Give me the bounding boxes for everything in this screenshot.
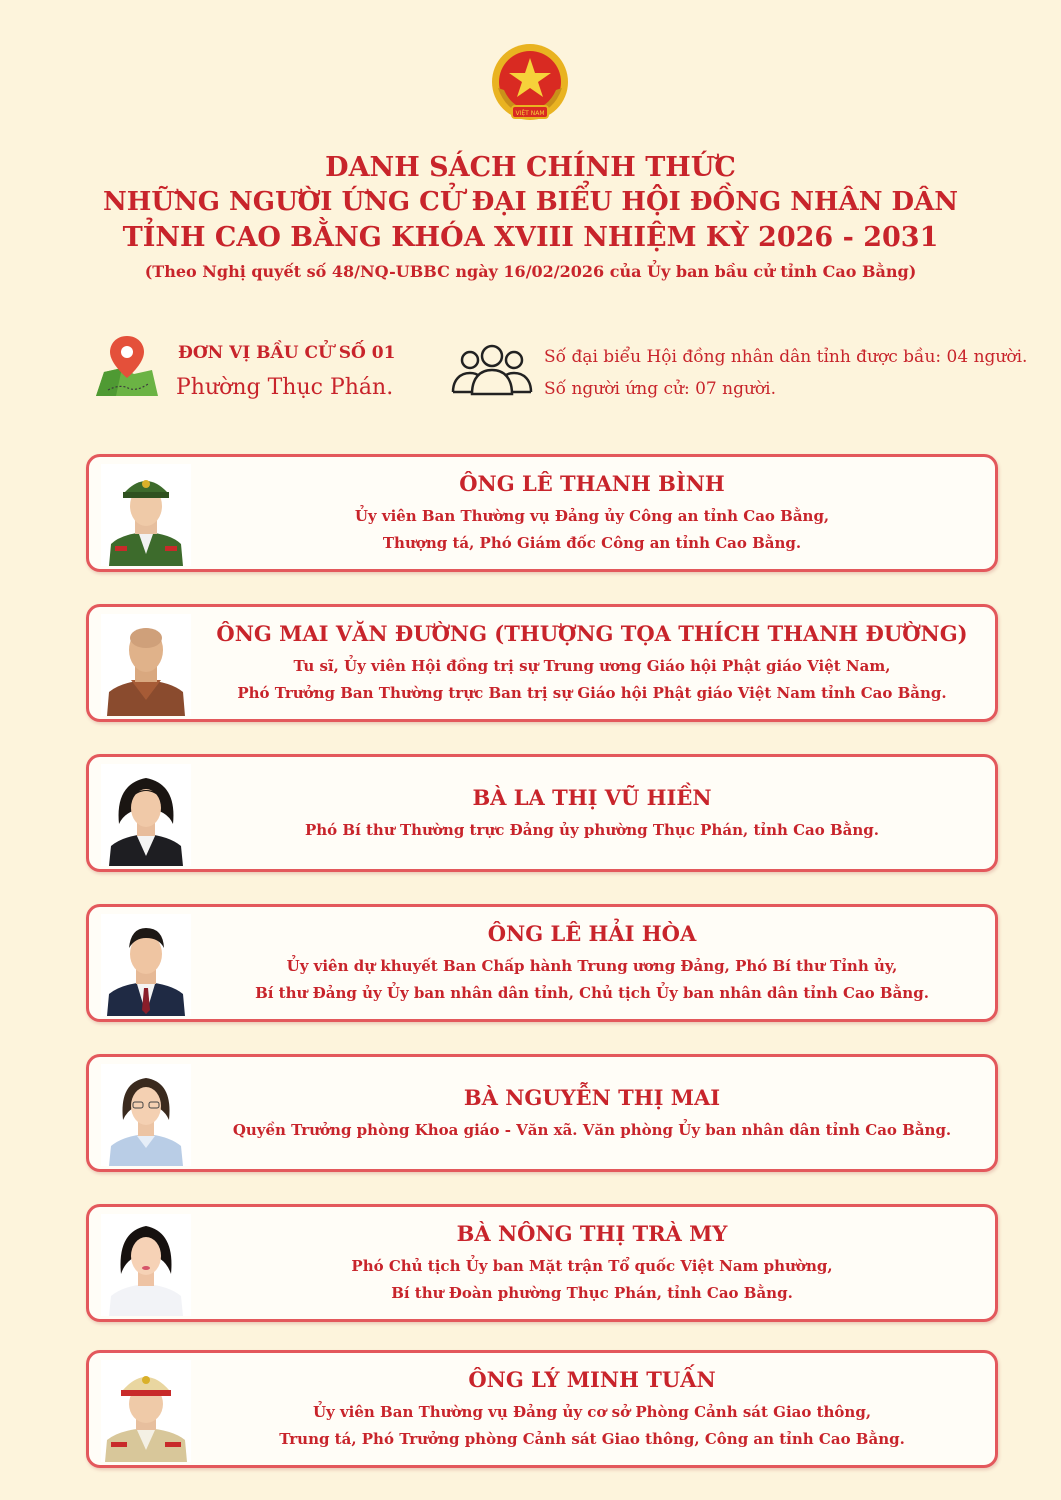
candidate-photo xyxy=(101,614,191,716)
candidate-position-line: Thượng tá, Phó Giám đốc Công an tỉnh Cao Bằng. xyxy=(382,534,802,552)
page-title-line-2: NHỮNG NGƯỜI ỨNG CỬ ĐẠI BIỂU HỘI ĐỒNG NHÂN DÂN xyxy=(102,187,959,217)
candidate-position-line: Ủy viên Ban Thường vụ Đảng ủy Công an tỉnh Cao Bằng, xyxy=(354,507,830,525)
people-group-icon xyxy=(450,342,534,396)
candidate-card xyxy=(86,1350,998,1468)
national-emblem-icon xyxy=(488,42,572,128)
candidate-count-text: Số người ứng cử: 07 người. xyxy=(544,379,776,399)
resolution-subtitle: (Theo Nghị quyết số 48/NQ-UBBC ngày 16/02/2026 của Ủy ban bầu cử tỉnh Cao Bằng) xyxy=(144,262,917,281)
candidate-card xyxy=(86,1054,998,1172)
candidate-position-line: Phó Trưởng Ban Thường trực Ban trị sự Giáo hội Phật giáo Việt Nam tỉnh Cao Bằng. xyxy=(237,684,947,702)
candidate-position-line: Bí thư Đảng ủy Ủy ban nhân dân tỉnh, Chủ tịch Ủy ban nhân dân tỉnh Cao Bằng. xyxy=(255,984,929,1002)
candidate-position-line: Quyền Trưởng phòng Khoa giáo - Văn xã. Văn phòng Ủy ban nhân dân tỉnh Cao Bằng. xyxy=(232,1120,952,1139)
svg-text:VIỆT NAM: VIỆT NAM xyxy=(515,110,545,117)
delegate-count-text: Số đại biểu Hội đồng nhân dân tỉnh được bầu: 04 người. xyxy=(544,347,1028,367)
page-title-line-1: DANH SÁCH CHÍNH THỨC xyxy=(325,152,736,183)
candidate-position-line: Ủy viên Ban Thường vụ Đảng ủy cơ sở Phòng Cảnh sát Giao thông, xyxy=(312,1403,872,1421)
candidate-photo xyxy=(101,1214,191,1316)
candidate-photo xyxy=(101,914,191,1016)
candidate-position-line: Ủy viên dự khuyết Ban Chấp hành Trung ương Đảng, Phó Bí thư Tỉnh ủy, xyxy=(286,957,898,975)
candidate-name: ÔNG LÝ MINH TUẤN xyxy=(468,1367,716,1392)
candidate-position-line: Bí thư Đoàn phường Thục Phán, tỉnh Cao Bằng. xyxy=(391,1284,793,1302)
candidate-name: ÔNG LÊ HẢI HÒA xyxy=(487,921,697,946)
candidate-position-line: Trung tá, Phó Trưởng phòng Cảnh sát Giao thông, Công an tỉnh Cao Bằng. xyxy=(279,1430,905,1448)
candidate-photo xyxy=(101,764,191,866)
candidate-name: ÔNG MAI VĂN ĐƯỜNG (THƯỢNG TỌA THÍCH THANH ĐƯỜNG) xyxy=(216,621,968,646)
candidate-name: BÀ NÔNG THỊ TRÀ MY xyxy=(456,1221,728,1246)
candidate-photo xyxy=(101,1360,191,1462)
candidate-card xyxy=(86,904,998,1022)
electoral-unit-title: ĐƠN VỊ BẦU CỬ SỐ 01 xyxy=(178,343,396,363)
candidate-card xyxy=(86,454,998,572)
candidate-name: ÔNG LÊ THANH BÌNH xyxy=(459,471,725,496)
candidate-position-line: Phó Bí thư Thường trực Đảng ủy phường Thục Phán, tỉnh Cao Bằng. xyxy=(304,820,879,839)
candidate-card xyxy=(86,604,998,722)
candidate-card xyxy=(86,754,998,872)
candidate-name: BÀ LA THỊ VŨ HIỀN xyxy=(472,784,712,810)
candidate-photo xyxy=(101,464,191,566)
candidate-name: BÀ NGUYỄN THỊ MAI xyxy=(463,1084,721,1110)
candidate-card xyxy=(86,1204,998,1322)
map-pin-icon xyxy=(94,334,160,398)
candidate-photo xyxy=(101,1064,191,1166)
page-title-line-3: TỈNH CAO BẰNG KHÓA XVIII NHIỆM KỲ 2026 - 2031 xyxy=(122,222,939,253)
electoral-unit-place: Phường Thục Phán. xyxy=(176,375,394,400)
candidate-position-line: Phó Chủ tịch Ủy ban Mặt trận Tổ quốc Việt Nam phường, xyxy=(351,1257,833,1275)
candidate-position-line: Tu sĩ, Ủy viên Hội đồng trị sự Trung ương Giáo hội Phật giáo Việt Nam, xyxy=(293,657,891,675)
